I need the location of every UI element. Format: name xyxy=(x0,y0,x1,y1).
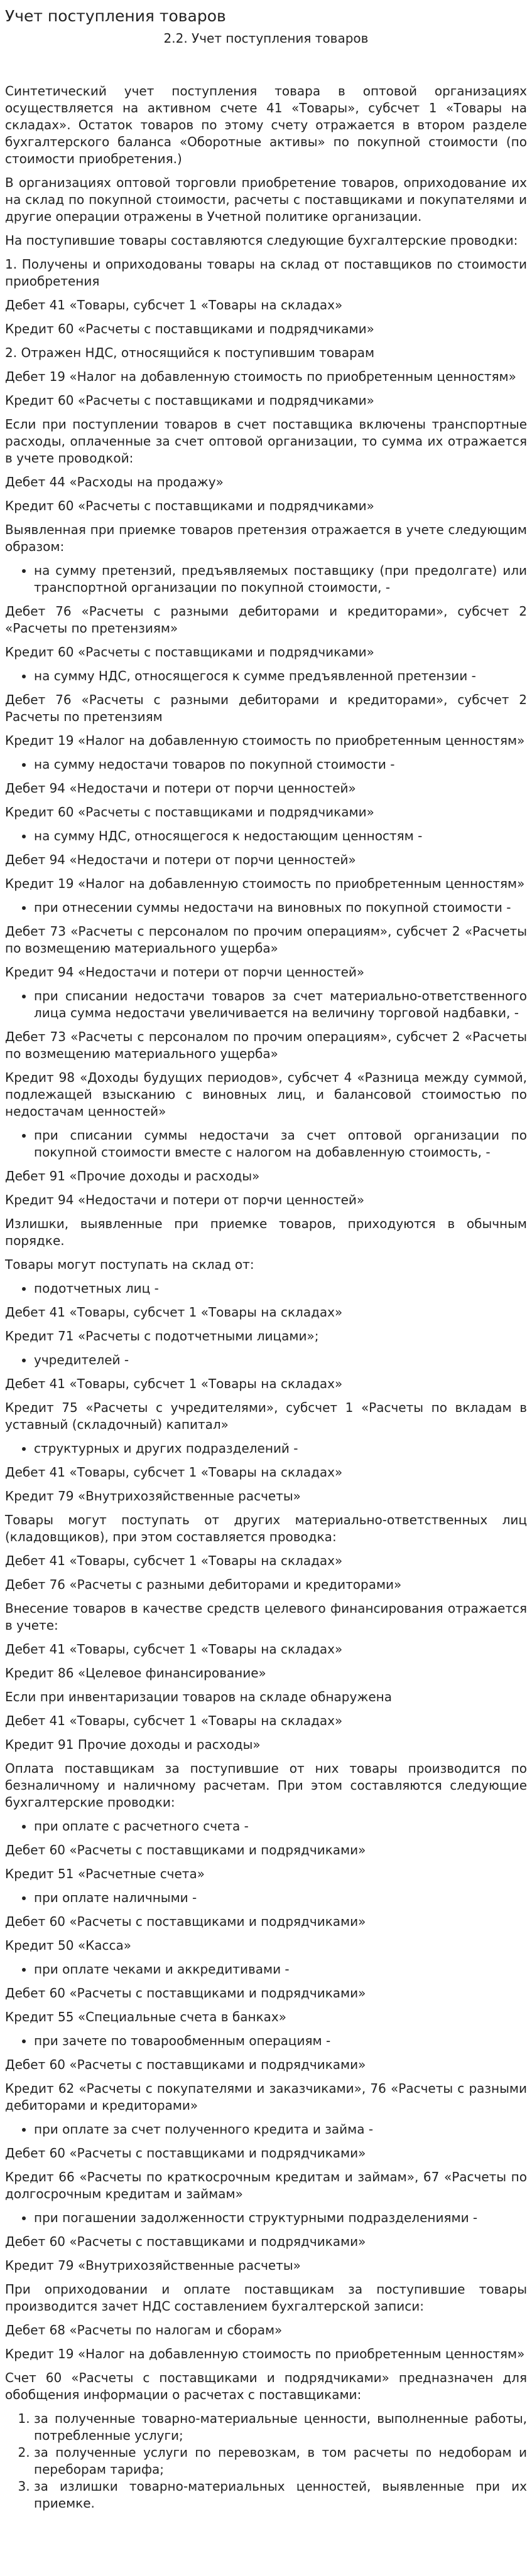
bullet-list xyxy=(5,1818,527,1835)
list-item: • структурных и других подразделений - xyxy=(34,1440,527,1457)
paragraph: Дебет 94 «Недостачи и потери от порчи ценностей» xyxy=(5,852,356,867)
paragraph: Кредит 66 «Расчеты по краткосрочным кредитам и займам», 67 «Расчеты по долгосрочным кредитам и займам» xyxy=(5,2169,527,2201)
paragraph: Кредит 60 «Расчеты с поставщиками и подрядчиками» xyxy=(5,644,374,660)
paragraph: Дебет 73 «Расчеты с персоналом по прочим операциям», субсчет 2 «Расчеты по возмещению материального ущерба» xyxy=(5,924,527,956)
paragraph: Кредит 50 «Касса» xyxy=(5,1938,132,1953)
paragraph: 2. Отражен НДС, относящийся к поступившим товарам xyxy=(5,345,375,360)
paragraph: Если при инвентаризации товаров на складе обнаружена xyxy=(5,1689,392,1704)
paragraph: Если при поступлении товаров в счет поставщика включены транспортные расходы, оплаченные за счет оптовой организации, то сумма их отражается в учете проводкой: xyxy=(5,417,527,466)
paragraph: Дебет 41 «Товары, субсчет 1 «Товары на складах» xyxy=(5,1553,343,1568)
paragraph: Кредит 19 «Налог на добавленную стоимость по приобретенным ценностям» xyxy=(5,876,525,891)
paragraph: Дебет 73 «Расчеты с персоналом по прочим операциям», субсчет 2 «Расчеты по возмещению материального ущерба» xyxy=(5,1029,527,1061)
paragraph: Дебет 60 «Расчеты с поставщиками и подрядчиками» xyxy=(5,2057,366,2072)
paragraph: Дебет 94 «Недостачи и потери от порчи ценностей» xyxy=(5,781,356,796)
paragraph: Дебет 41 «Товары, субсчет 1 «Товары на складах» xyxy=(5,1642,343,1657)
bullet-list xyxy=(5,1352,527,1369)
list-item: • при списании суммы недостачи за счет оптовой организации по покупной стоимости вместе с налогом на добавленную стоимость, - xyxy=(34,1127,527,1161)
paragraph: Кредит 60 «Расчеты с поставщиками и подрядчиками» xyxy=(5,321,374,336)
bullet-list xyxy=(5,668,527,685)
paragraph: Кредит 51 «Расчетные счета» xyxy=(5,1866,205,1881)
bullet-list xyxy=(5,2033,527,2050)
list-item: • на сумму НДС, относящегося к недостающим ценностям - xyxy=(34,828,527,845)
bullet-list xyxy=(5,828,527,845)
paragraph: В организациях оптовой торговли приобретение товаров, оприходование их на склад по покупной стоимости, расчеты с поставщиками и покупателями и другие операции отражены в Учетной политике организации. xyxy=(5,175,527,224)
paragraph: Дебет 44 «Расходы на продажу» xyxy=(5,474,224,489)
paragraph: Кредит 60 «Расчеты с поставщиками и подрядчиками» xyxy=(5,804,374,820)
paragraph: Дебет 76 «Расчеты с разными дебиторами и кредиторами» xyxy=(5,1577,402,1592)
list-item: • при списании недостачи товаров за счет материально-ответственного лица сумма недостачи увеличивается на величину торговой надбавки, - xyxy=(34,988,527,1022)
paragraph: Дебет 41 «Товары, субсчет 1 «Товары на складах» xyxy=(5,297,343,313)
list-item: • на сумму НДС, относящегося к сумме предъявленной претензии - xyxy=(34,668,527,685)
section-subtitle: 2.2. Учет поступления товаров xyxy=(163,31,369,46)
bullet-list xyxy=(5,988,527,1022)
bullet-list xyxy=(5,899,527,916)
list-item: 3. за излишки товарно-материальных ценностей, выявленные при их приемке. xyxy=(34,2478,527,2512)
list-item: • при оплате чеками и аккредитивами - xyxy=(34,1961,527,1978)
list-item: • при оплате наличными - xyxy=(34,1889,527,1906)
paragraph: Кредит 71 «Расчеты с подотчетными лицами»; xyxy=(5,1328,319,1344)
numbered-list xyxy=(5,2410,527,2512)
paragraph: Кредит 98 «Доходы будущих периодов», субсчет 4 «Разница между суммой, подлежащей взысканию с виновных лиц, и балансовой стоимостью по недостачам ценностей» xyxy=(5,1070,527,1119)
paragraph: Оплата поставщикам за поступившие от них товары производится по безналичному и наличному расчетам. При этом составляются следующие бухгалтерские проводки: xyxy=(5,1761,527,1810)
bullet-list xyxy=(5,1961,527,1978)
list-item: • при оплате за счет полученного кредита и займа - xyxy=(34,2121,527,2138)
paragraph: 1. Получены и оприходованы товары на склад от поставщиков по стоимости приобретения xyxy=(5,257,527,289)
bullet-list xyxy=(5,1280,527,1297)
paragraph: Кредит 79 «Внутрихозяйственные расчеты» xyxy=(5,1488,301,1504)
bullet-list xyxy=(5,562,527,596)
list-item: 1. за полученные товарно-материальные ценности, выполненные работы, потребленные услуги; xyxy=(34,2410,527,2444)
list-item: • при отнесении суммы недостачи на виновных по покупной стоимости - xyxy=(34,899,527,916)
paragraph: Излишки, выявленные при приемке товаров, приходуются в обычным порядке. xyxy=(5,1216,527,1248)
paragraph: Синтетический учет поступления товара в оптовой организациях осуществляется на активном счете 41 «Товары», субсчет 1 «Товары на складах». Остаток товаров по этому счету отражается в втором разделе бухгалтерского баланса «Оборотные активы» по покупной стоимости (по стоимости приобретения.) xyxy=(5,83,527,166)
paragraph: На поступившие товары составляются следующие бухгалтерские проводки: xyxy=(5,233,518,248)
bullet-list xyxy=(5,1440,527,1457)
paragraph: Кредит 60 «Расчеты с поставщиками и подрядчиками» xyxy=(5,498,374,513)
bullet-list xyxy=(5,756,527,773)
bullet-list xyxy=(5,1889,527,1906)
paragraph: Дебет 76 «Расчеты с разными дебиторами и кредиторами», субсчет 2 Расчеты по претензиям xyxy=(5,692,527,724)
paragraph: Товары могут поступать от других материально-ответственных лиц (кладовщиков), при этом составляется проводка: xyxy=(5,1512,527,1544)
paragraph: Дебет 19 «Налог на добавленную стоимость по приобретенным ценностям» xyxy=(5,369,516,384)
list-item: • при оплате с расчетного счета - xyxy=(34,1818,527,1835)
paragraph: Дебет 60 «Расчеты с поставщиками и подрядчиками» xyxy=(5,2146,366,2161)
paragraph: Внесение товаров в качестве средств целевого финансирования отражается в учете: xyxy=(5,1601,527,1633)
list-item: • на сумму претензий, предъявляемых поставщику (при предолгате) или транспортной организации по покупной стоимости, - xyxy=(34,562,527,596)
paragraph: Дебет 60 «Расчеты с поставщиками и подрядчиками» xyxy=(5,1842,366,1857)
paragraph: Кредит 75 «Расчеты с учредителями», субсчет 1 «Расчеты по вкладам в уставный (складочный) капитал» xyxy=(5,1400,527,1432)
paragraph: Кредит 94 «Недостачи и потери от порчи ценностей» xyxy=(5,1192,365,1207)
paragraph: Дебет 68 «Расчеты по налогам и сборам» xyxy=(5,2322,283,2338)
bullet-list xyxy=(5,1127,527,1161)
paragraph: Кредит 62 «Расчеты с покупателями и заказчиками», 76 «Расчеты с разными дебиторами и кредиторами» xyxy=(5,2081,527,2113)
paragraph: Дебет 41 «Товары, субсчет 1 «Товары на складах» xyxy=(5,1465,343,1480)
paragraph: Кредит 60 «Расчеты с поставщиками и подрядчиками» xyxy=(5,393,374,408)
list-item: • подотчетных лиц - xyxy=(34,1280,527,1297)
paragraph: Дебет 41 «Товары, субсчет 1 «Товары на складах» xyxy=(5,1305,343,1320)
paragraph: Дебет 76 «Расчеты с разными дебиторами и кредиторами», субсчет 2 «Расчеты по претензиям» xyxy=(5,604,527,636)
list-item: • на сумму недостачи товаров по покупной стоимости - xyxy=(34,756,527,773)
paragraph: Товары могут поступать на склад от: xyxy=(5,1257,254,1272)
paragraph: Кредит 94 «Недостачи и потери от порчи ценностей» xyxy=(5,965,365,980)
bullet-list xyxy=(5,2121,527,2138)
paragraph: Дебет 41 «Товары, субсчет 1 «Товары на складах» xyxy=(5,1376,343,1391)
paragraph: Кредит 91 Прочие доходы и расходы» xyxy=(5,1737,261,1752)
paragraph: При оприходовании и оплате поставщикам за поступившие товары производится зачет НДС составлением бухгалтерской записи: xyxy=(5,2282,527,2314)
paragraph: Дебет 60 «Расчеты с поставщиками и подрядчиками» xyxy=(5,1985,366,2001)
paragraph: Кредит 55 «Специальные счета в банках» xyxy=(5,2009,286,2024)
paragraph: Кредит 19 «Налог на добавленную стоимость по приобретенным ценностям» xyxy=(5,733,525,748)
paragraph: Кредит 19 «Налог на добавленную стоимость по приобретенным ценностям» xyxy=(5,2346,525,2361)
paragraph: Дебет 91 «Прочие доходы и расходы» xyxy=(5,1168,260,1184)
list-item: • учредителей - xyxy=(34,1352,527,1369)
page-title: Учет поступления товаров xyxy=(5,7,226,25)
paragraph: Дебет 41 «Товары, субсчет 1 «Товары на складах» xyxy=(5,1713,343,1728)
list-item: • при погашении задолженности структурными подразделениями - xyxy=(34,2210,527,2226)
paragraph: Кредит 79 «Внутрихозяйственные расчеты» xyxy=(5,2258,301,2273)
paragraph: Счет 60 «Расчеты с поставщиками и подрядчиками» предназначен для обобщения информации о расчетах с поставщиками: xyxy=(5,2370,527,2402)
document-body xyxy=(5,83,527,2512)
list-item: 2. за полученные услуги по перевозкам, в том расчеты по недоборам и переборам тарифа; xyxy=(34,2444,527,2478)
list-item: • при зачете по товарообменным операциям - xyxy=(34,2033,527,2050)
paragraph: Кредит 86 «Целевое финансирование» xyxy=(5,1665,266,1681)
bullet-list xyxy=(5,2210,527,2226)
paragraph: Дебет 60 «Расчеты с поставщиками и подрядчиками» xyxy=(5,1914,366,1929)
paragraph: Выявленная при приемке товаров претензия отражается в учете следующим образом: xyxy=(5,522,527,554)
paragraph: Дебет 60 «Расчеты с поставщиками и подрядчиками» xyxy=(5,2234,366,2249)
